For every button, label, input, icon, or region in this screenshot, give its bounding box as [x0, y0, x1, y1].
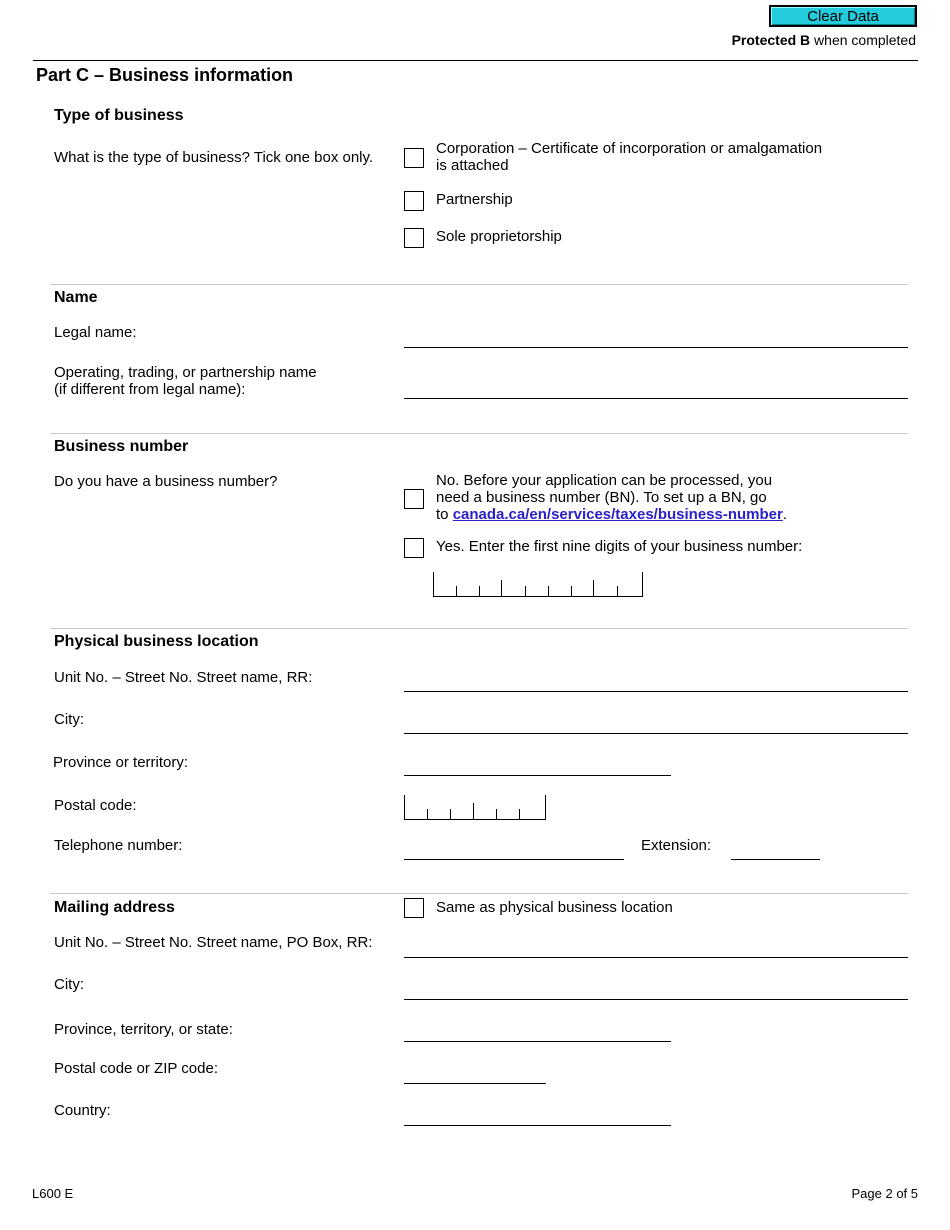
- bn-yes-label: Yes. Enter the first nine digits of your business number:: [436, 538, 803, 555]
- section-divider: [50, 893, 908, 894]
- partnership-label: Partnership: [436, 191, 513, 208]
- bn-no-checkbox[interactable]: [404, 489, 424, 509]
- protected-notice: [732, 32, 916, 49]
- mailing-postal-field[interactable]: [404, 1083, 546, 1084]
- header-rule: [33, 60, 918, 61]
- section-divider: [50, 628, 908, 629]
- mailing-city-field[interactable]: [404, 999, 908, 1000]
- bn-no-line2: need a business number (BN). To set up a BN, go: [436, 489, 767, 506]
- mailing-postal-label: Postal code or ZIP code:: [54, 1060, 218, 1077]
- part-title: Part C – Business information: [36, 65, 294, 85]
- operating-name-label-line1: Operating, trading, or partnership name: [54, 364, 317, 381]
- physical-city-field[interactable]: [404, 733, 908, 734]
- business-number-comb-field[interactable]: [433, 572, 643, 597]
- partnership-checkbox[interactable]: [404, 191, 424, 211]
- business-number-link[interactable]: canada.ca/en/services/taxes/business-number: [452, 506, 783, 523]
- physical-province-field[interactable]: [404, 775, 671, 776]
- protected-rest: when completed: [810, 32, 916, 48]
- mailing-province-label: Province, territory, or state:: [54, 1021, 233, 1038]
- mailing-street-field[interactable]: [404, 957, 908, 958]
- telephone-label: Telephone number:: [54, 837, 183, 854]
- mailing-address-heading: Mailing address: [54, 899, 175, 916]
- physical-street-label: Unit No. – Street No. Street name, RR:: [54, 669, 313, 686]
- physical-postal-comb-field[interactable]: [404, 795, 546, 820]
- extension-field[interactable]: [731, 859, 820, 860]
- telephone-field[interactable]: [404, 859, 624, 860]
- legal-name-label: Legal name:: [54, 324, 137, 341]
- operating-name-label-line2: (if different from legal name):: [54, 381, 246, 398]
- bn-no-line3: [436, 506, 787, 523]
- same-as-physical-checkbox[interactable]: [404, 898, 424, 918]
- corporation-label-line2: is attached: [436, 157, 509, 174]
- operating-name-field[interactable]: [404, 398, 908, 399]
- same-as-physical-label: Same as physical business location: [436, 899, 673, 916]
- corporation-checkbox[interactable]: [404, 148, 424, 168]
- physical-postal-label: Postal code:: [54, 797, 137, 814]
- mailing-street-label: Unit No. – Street No. Street name, PO Box, RR:: [54, 934, 373, 951]
- physical-city-label: City:: [54, 711, 84, 728]
- type-of-business-question: What is the type of business? Tick one box only.: [54, 149, 374, 166]
- corporation-label-line1: Corporation – Certificate of incorporation or amalgamation: [436, 140, 823, 157]
- bn-no-line3-suffix: .: [782, 506, 788, 523]
- protected-bold: Protected B: [731, 32, 811, 48]
- page-number: Page 2 of 5: [851, 1186, 918, 1201]
- mailing-country-field[interactable]: [404, 1125, 671, 1126]
- bn-no-line3-prefix: to: [436, 506, 453, 523]
- section-divider: [50, 433, 908, 434]
- bn-yes-checkbox[interactable]: [404, 538, 424, 558]
- physical-street-field[interactable]: [404, 691, 908, 692]
- type-of-business-heading: Type of business: [54, 107, 184, 124]
- business-number-question: Do you have a business number?: [54, 473, 278, 490]
- name-heading: Name: [54, 289, 98, 306]
- clear-data-button[interactable]: Clear Data: [769, 5, 917, 27]
- mailing-city-label: City:: [54, 976, 84, 993]
- physical-province-label: Province or territory:: [53, 754, 189, 771]
- business-number-heading: Business number: [54, 438, 189, 455]
- sole-proprietorship-checkbox[interactable]: [404, 228, 424, 248]
- legal-name-field[interactable]: [404, 347, 908, 348]
- mailing-province-field[interactable]: [404, 1041, 671, 1042]
- sole-proprietorship-label: Sole proprietorship: [436, 228, 562, 245]
- mailing-country-label: Country:: [54, 1102, 111, 1119]
- physical-location-heading: Physical business location: [54, 633, 259, 650]
- bn-no-line1: No. Before your application can be processed, you: [436, 472, 773, 489]
- section-divider: [50, 284, 908, 285]
- extension-label: Extension:: [641, 837, 712, 854]
- form-id: L600 E: [32, 1186, 74, 1201]
